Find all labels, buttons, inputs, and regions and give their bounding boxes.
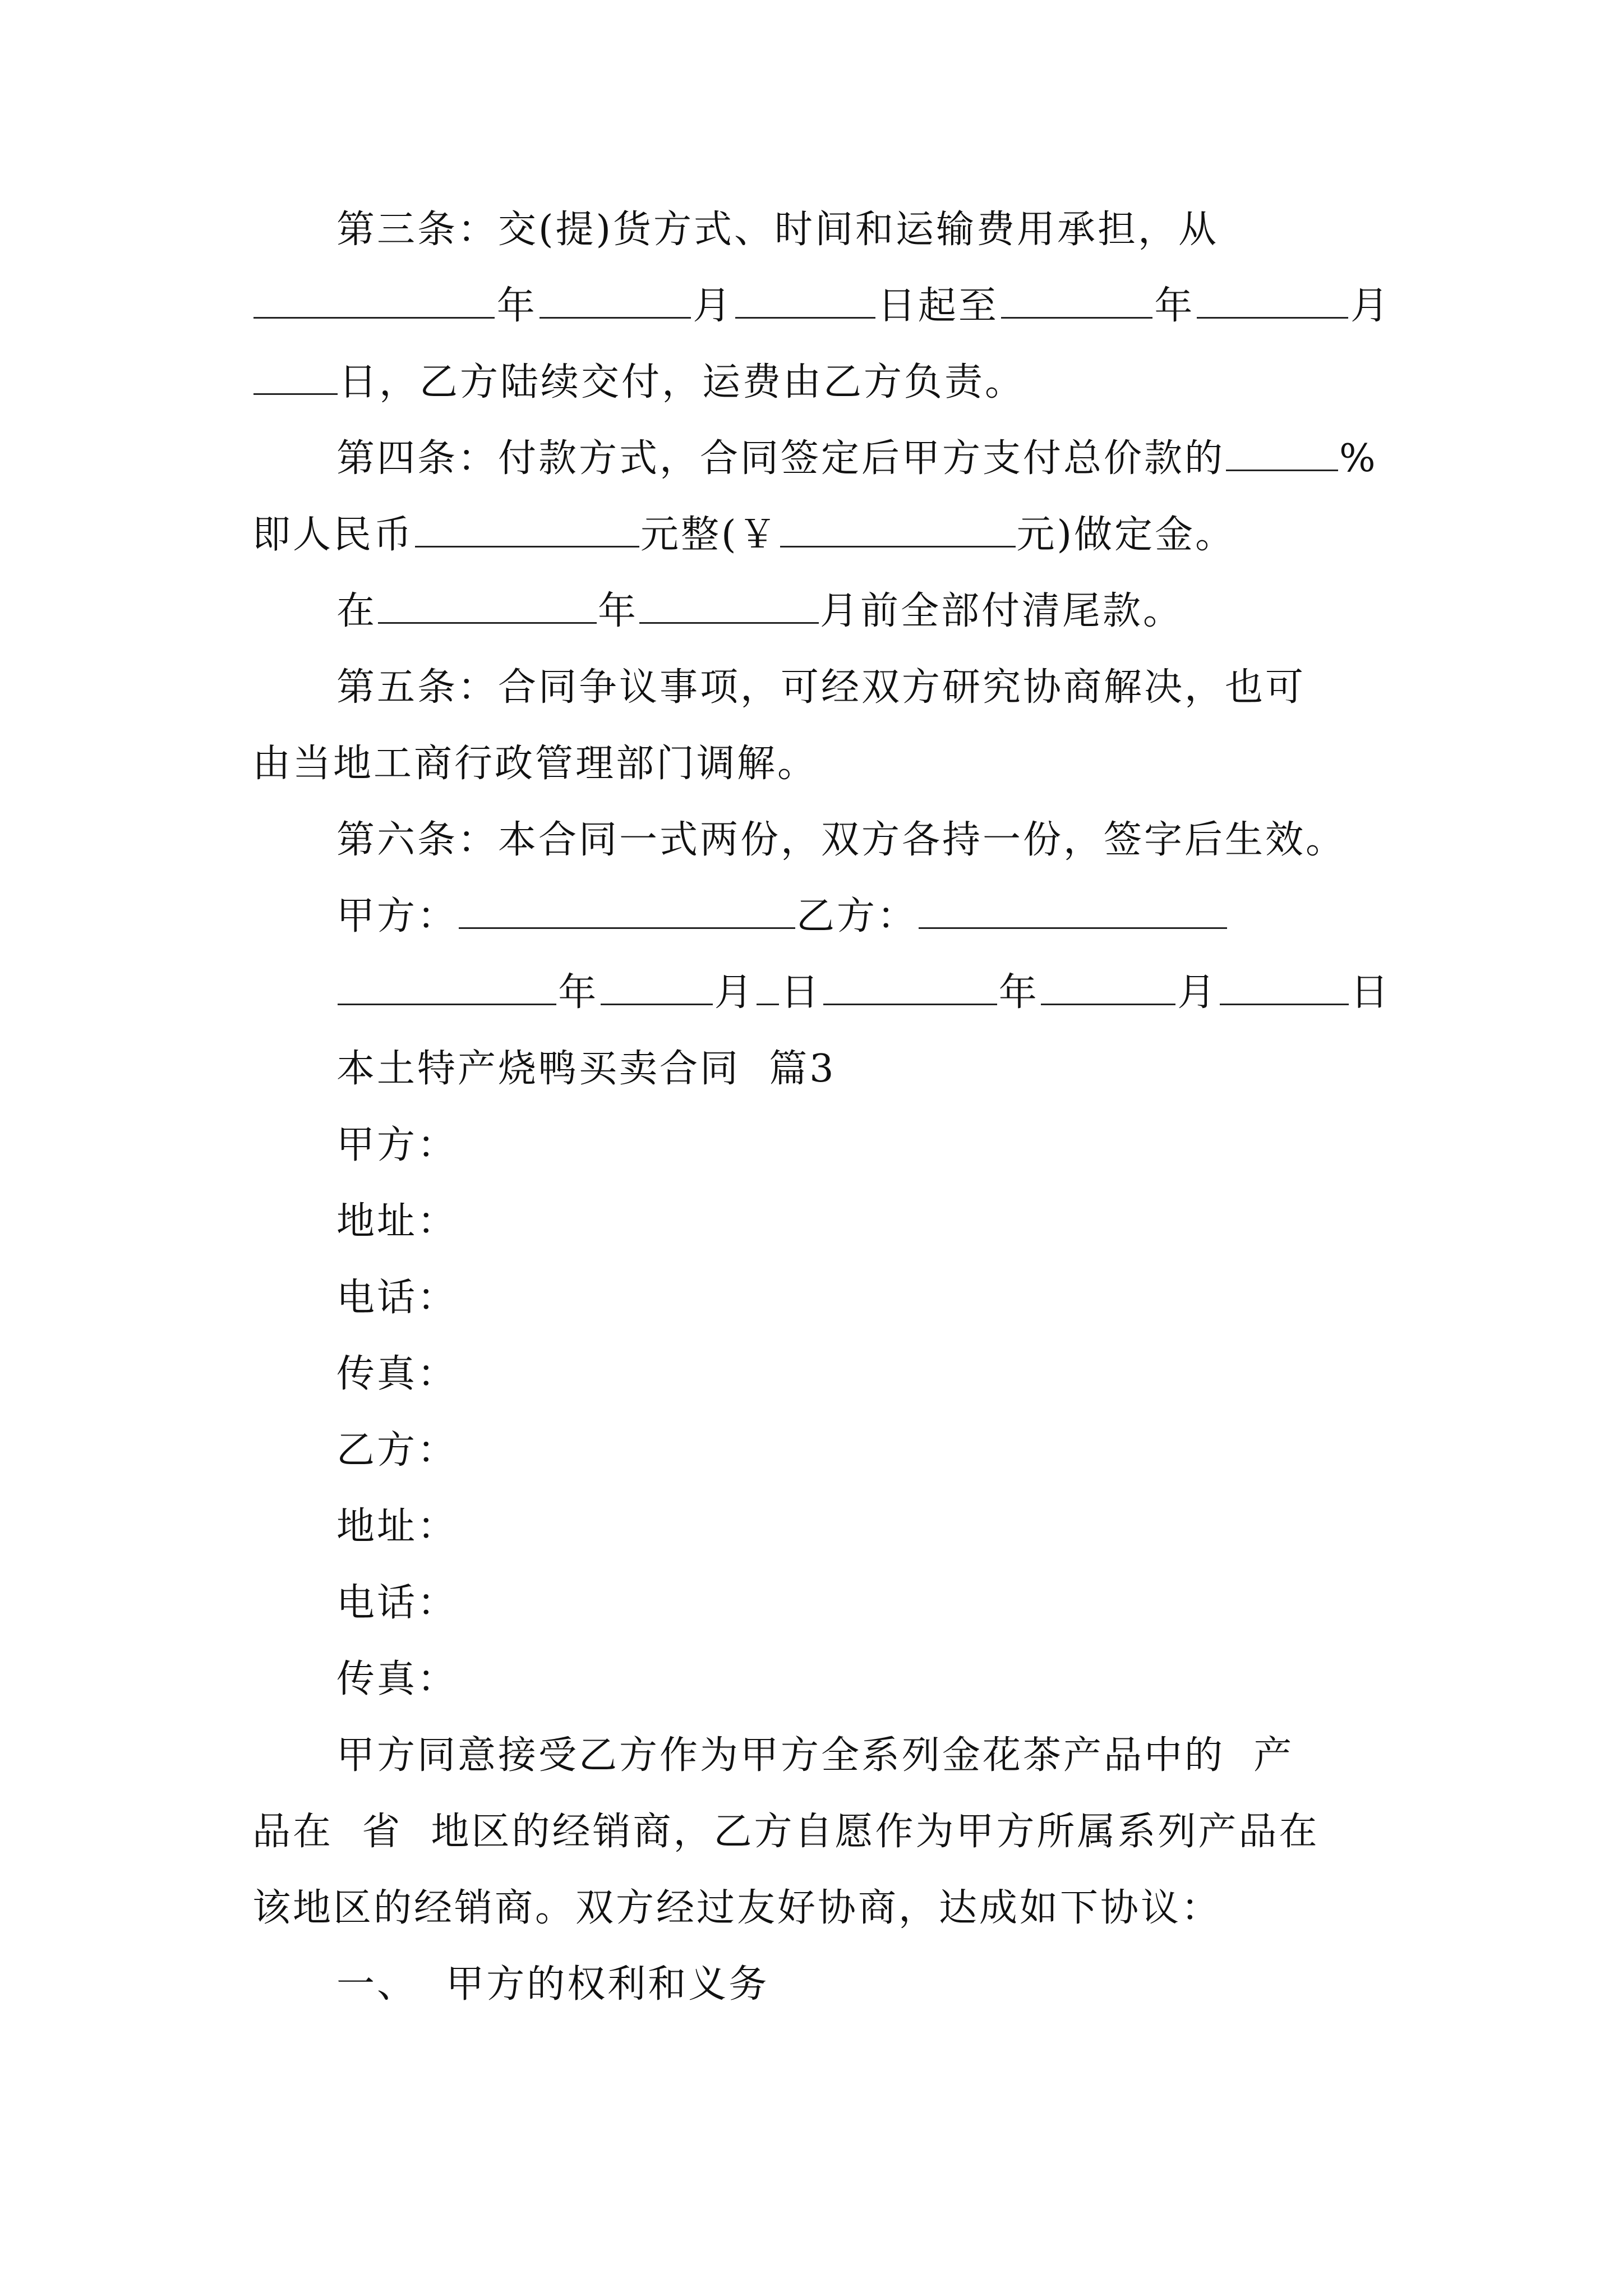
label-deposit: 元)做定金。: [1016, 513, 1236, 557]
article-4-line-2: [252, 501, 1391, 569]
label-fax-b: 传真：: [336, 1657, 458, 1701]
label-address-a: 地址：: [336, 1199, 458, 1244]
heading-1: [252, 1951, 1391, 2018]
blank-amount-number: [780, 511, 1016, 547]
article-5-line-1: [252, 654, 1391, 721]
blank-sign-day-a: [757, 969, 779, 1005]
label-at: 在: [336, 589, 377, 633]
label-yuan-zheng: 元整(￥: [640, 513, 779, 557]
label-sign-month-a: 月: [714, 970, 755, 1015]
label-phone-a: 电话：: [336, 1276, 458, 1320]
blank-sign-month-b: [1041, 969, 1175, 1005]
blank-pay-year: [378, 587, 597, 624]
intro-line-3: [252, 1875, 1391, 1942]
intro-text-1: 甲方同意接受乙方作为甲方全系列金花茶产品中的 产: [336, 1733, 1294, 1778]
field-address-a: [252, 1188, 1391, 1255]
blank-year: [253, 282, 495, 319]
blank-day: [735, 282, 875, 319]
blank-party-a-sign: [459, 892, 795, 929]
field-address-b: [252, 1493, 1391, 1561]
label-party-a-sign: 甲方：: [336, 894, 458, 938]
intro-text-3: 该地区的经销商。双方经过友好协商，达成如下协议：: [252, 1886, 1222, 1930]
article-5-line-2: [252, 730, 1391, 798]
label-party-a: 甲方：: [336, 1123, 458, 1167]
article-3-line-1: [252, 196, 1391, 264]
signature-date-line: [252, 959, 1391, 1027]
label-year: 年: [496, 284, 537, 328]
article-4-line-1: [252, 425, 1391, 493]
article-3-text: 第三条：交(提)货方式、时间和运输费用承担，从: [336, 208, 1219, 252]
blank-sign-day-b: [1220, 969, 1349, 1005]
label-party-b: 乙方：: [336, 1428, 458, 1473]
blank-party-b-sign: [919, 892, 1227, 929]
label-fax-a: 传真：: [336, 1352, 458, 1396]
blank-amount-words: [415, 511, 639, 547]
field-party-b: [252, 1417, 1391, 1484]
label-pay-balance: 月前全部付清尾款。: [820, 589, 1184, 633]
label-sign-day-b: 日: [1350, 970, 1391, 1015]
article-5-text: 第五条：合同争议事项，可经双方研究协商解决，也可: [336, 665, 1306, 710]
article-4-text: 第四条：付款方式，合同签定后甲方支付总价款的: [336, 436, 1225, 481]
blank-pay-month: [639, 587, 819, 624]
label-sign-day-a: 日: [781, 970, 822, 1015]
label-sign-year-a: 年: [558, 970, 599, 1015]
signature-line: [252, 883, 1391, 950]
label-pay-year: 年: [598, 589, 639, 633]
intro-line-1: [252, 1722, 1391, 1789]
label-day-to: 日起至: [877, 284, 999, 328]
field-phone-a: [252, 1264, 1391, 1332]
label-sign-year-b: 年: [998, 970, 1039, 1015]
blank-percent: [1226, 435, 1338, 471]
article-4-line-3: [252, 578, 1391, 645]
field-party-a: [252, 1112, 1391, 1179]
article-5-text-2: 由当地工商行政管理部门调解。: [252, 742, 818, 786]
article-3-line-2: [252, 273, 1391, 340]
article-3-text-3: 日，乙方陆续交付，运费由乙方负责。: [339, 360, 1026, 404]
blank-sign-year-b: [823, 969, 997, 1005]
heading-party-a-rights: 一、 甲方的权利和义务: [336, 1962, 769, 2007]
intro-line-2: [252, 1798, 1391, 1866]
label-month: 月: [693, 284, 734, 328]
blank-year-end: [1001, 282, 1152, 319]
label-rmb: 即人民币: [252, 513, 414, 557]
label-phone-b: 电话：: [336, 1581, 458, 1625]
field-phone-b: [252, 1570, 1391, 1637]
blank-month-end: [1197, 282, 1348, 319]
label-percent: %: [1339, 436, 1378, 481]
article-6-text: 第六条：本合同一式两份，双方各持一份，签字后生效。: [336, 818, 1347, 862]
article-3-line-3: [252, 349, 1391, 416]
label-party-b-sign: 乙方：: [796, 894, 918, 938]
blank-sign-year-a: [338, 969, 556, 1005]
blank-sign-month-a: [601, 969, 713, 1005]
article-6-line: [252, 807, 1391, 874]
field-fax-a: [252, 1341, 1391, 1408]
field-fax-b: [252, 1646, 1391, 1713]
contract-title: 本土特产烧鸭买卖合同 篇3: [336, 1047, 836, 1091]
section-title: [252, 1036, 1391, 1103]
label-sign-month-b: 月: [1177, 970, 1218, 1015]
label-month-end: 月: [1350, 284, 1391, 328]
label-year-end: 年: [1154, 284, 1195, 328]
blank-day-end: [253, 358, 338, 395]
intro-text-2: 品在 省 地区的经销商，乙方自愿作为甲方所属系列产品在: [252, 1810, 1320, 1854]
label-address-b: 地址：: [336, 1504, 458, 1549]
blank-month: [540, 282, 691, 319]
